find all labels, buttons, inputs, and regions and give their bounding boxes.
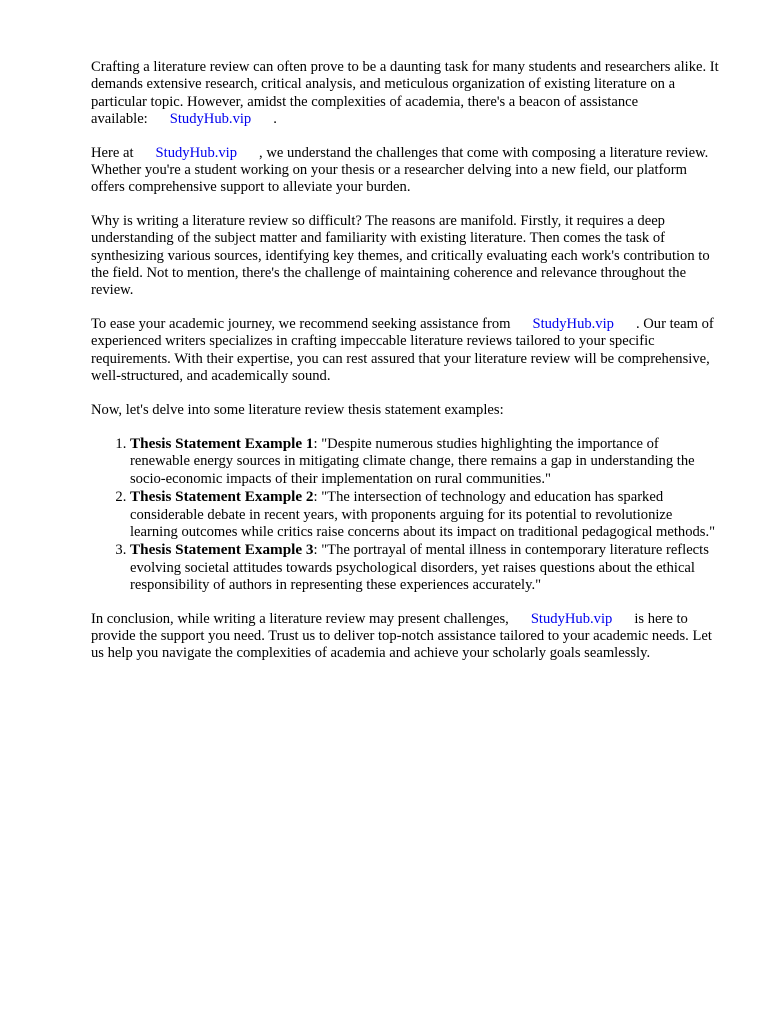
examples-intro-paragraph: Now, let's delve into some literature review thesis statement examples: [91,401,504,418]
example-text: : "The intersection of technology and education has sparked considerable debate in recent years, with proponents arguing for its potential to revolutionize learning outcomes while critics raise concerns about its impact on traditional pedagogical methods." [130,489,716,540]
intro-paragraph [91,59,721,129]
studyhub-link[interactable]: StudyHub.vip [169,111,252,128]
example-text: : "Despite numerous studies highlighting the importance of renewable energy sources in mitigating climate change, there remains a gap in understanding the socio-economic impacts of their implementation on rural communities." [130,435,695,487]
list-item [130,541,721,594]
studyhub-link[interactable]: StudyHub.vip [155,144,238,161]
here-at-text: Here at [91,144,134,161]
here-at-text-end: , we understand the challenges that come with composing a literature review. Whether you're a student working on your thesis or a researcher delving into a new field, our platform offers comprehensive support to alleviate your burden. [91,144,709,196]
example-title: Thesis Statement Example 2 [130,488,314,506]
conclusion-text: In conclusion, while writing a literature review may present challenges, [91,610,509,627]
recommend-text-end: . Our team of experienced writers specializes in crafting impeccable literature reviews tailored to your specific requirements. With their expertise, you can rest assured that your literature review will be comprehensive, well-structured, and academically sound. [91,315,714,385]
here-at-paragraph [91,145,721,197]
studyhub-link[interactable]: StudyHub.vip [530,610,613,627]
recommend-text: To ease your academic journey, we recommend seeking assistance from [91,315,511,332]
conclusion-paragraph [91,611,721,663]
example-text: : "The portrayal of mental illness in contemporary literature reflects evolving societal attitudes towards psychological disorders, yet raises questions about the ethical responsibility of authors in representing these experiences accurately." [130,542,709,594]
example-title: Thesis Statement Example 3 [130,541,314,559]
example-title: Thesis Statement Example 1 [130,434,314,452]
intro-text: Crafting a literature review can often prove to be a daunting task for many students and researchers alike. It demands extensive research, critical analysis, and meticulous organization of existing literature on a particular topic. However, amidst the complexities of academia, there's a beacon of assistance available: [91,59,719,128]
document-body [91,59,721,679]
list-item [130,488,721,541]
intro-text-end: . [273,111,277,128]
studyhub-link[interactable]: StudyHub.vip [532,315,614,332]
list-item [130,435,721,488]
examples-list [91,435,721,595]
recommend-paragraph [91,316,721,386]
conclusion-text-end: is here to provide the support you need. Trust us to deliver top-notch assistance tailored to your academic needs. Let us help you navigate the complexities of academia and achieve your scholarly goals seamlessly. [91,610,712,662]
difficulty-paragraph: Why is writing a literature review so difficult? The reasons are manifold. Firstly, it requires a deep understanding of the subject matter and familiarity with existing literature. Then comes the task of synthesizing various sources, identifying key themes, and critically evaluating each work's contribution to the field. Not to mention, there's the challenge of maintaining coherence and relevance throughout the review. [91,212,710,299]
